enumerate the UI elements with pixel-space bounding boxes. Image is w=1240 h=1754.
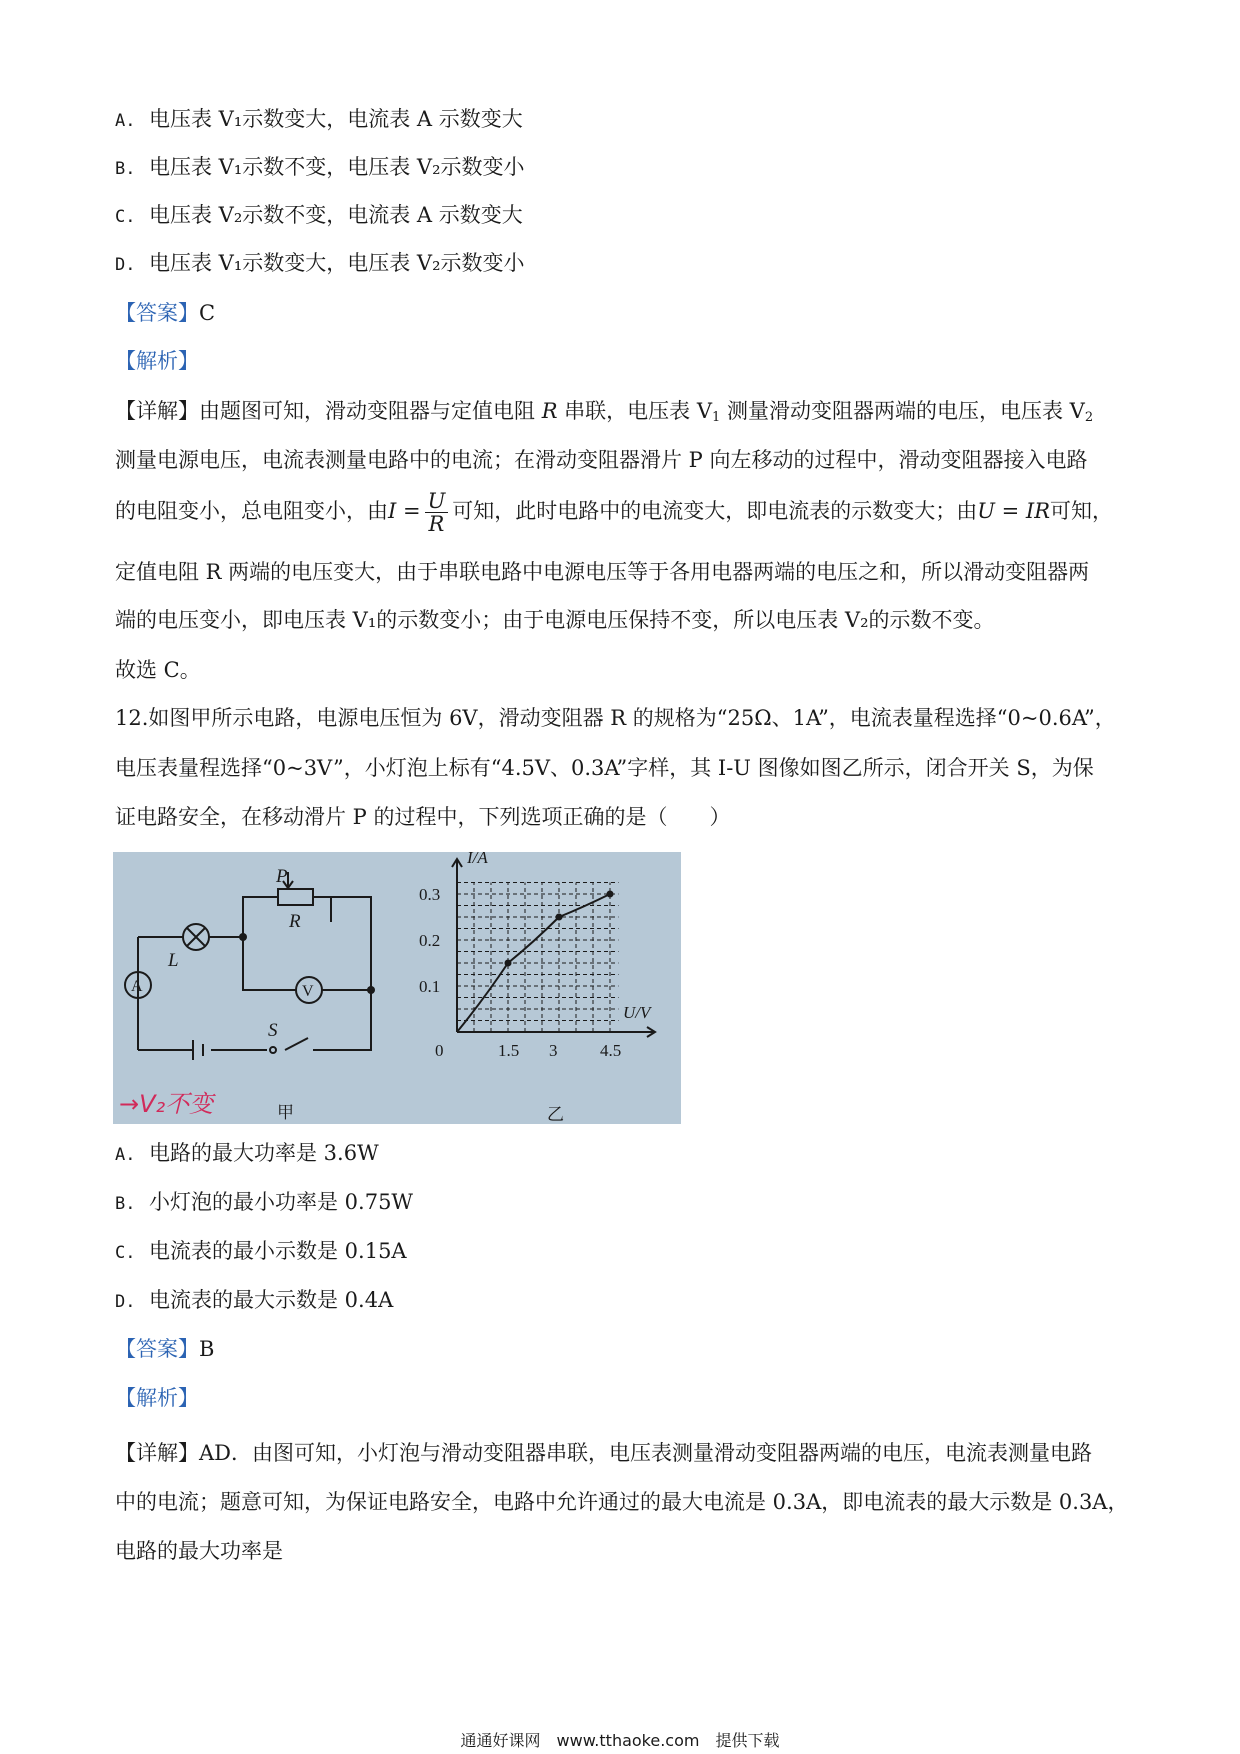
q11-conclusion: 故选 C。: [115, 658, 201, 682]
q11-detail-line3: 的电阻变小，总电阻变小，由I = $\frac{U}{R}$ 可知，此时电路中的电流变大，即电流表的示数变大；由U = IR可知，: [115, 489, 1114, 536]
x-tick-label: 4.5: [600, 1041, 622, 1060]
q12-stem-line2: 电压表量程选择“0~3V”，小灯泡上标有“4.5V、0.3A”字样，其 I-U 图像如图乙所示，闭合开关 S，为保: [115, 756, 1094, 780]
label-v: V: [302, 983, 314, 1000]
q12-figure-photo: [113, 852, 681, 1124]
junction-left: [239, 933, 247, 941]
ohms-law-fraction: $\frac{U}{R}$: [425, 490, 449, 535]
lamp-cross: [187, 928, 205, 946]
switch-pivot: [270, 1047, 276, 1053]
data-point: [607, 891, 614, 898]
q12-answer: 【答案】B: [115, 1337, 215, 1361]
page-footer: 通通好课网 www.tthaoke.com 提供下载: [460, 1731, 780, 1750]
q12-figure-svg: [113, 852, 681, 1124]
iu-graph: [419, 852, 655, 1124]
q11-option-d: D. 电压表 V₁示数变大，电压表 V₂示数变小: [115, 251, 525, 275]
caption-jia: 甲: [277, 1103, 294, 1122]
q12-option-b: B. 小灯泡的最小功率是 0.75W: [115, 1190, 414, 1214]
q11-option-c: C. 电压表 V₂示数不变，电流表 A 示数变大: [115, 203, 523, 227]
q12-option-d: D. 电流表的最大示数是 0.4A: [115, 1288, 394, 1312]
caption-yi: 乙: [547, 1105, 564, 1124]
label-r: R: [289, 911, 301, 932]
battery-symbol: [193, 1040, 203, 1060]
x-axis: [457, 1027, 655, 1037]
q11-option-a: A. 电压表 V₁示数变大，电流表 A 示数变大: [115, 107, 523, 131]
x-axis-title: U/V: [623, 1003, 651, 1022]
q12-stem-line1: 12.如图甲所示电路，电源电压恒为 6V，滑动变阻器 R 的规格为“25Ω、1A”，电流表量程选择“0~0.6A”，: [115, 706, 1116, 730]
data-point: [505, 960, 512, 967]
circuit-diagram: [125, 872, 371, 1060]
y-axis: [452, 859, 462, 1032]
junction-right: [367, 986, 375, 994]
q12-detail-line2: 中的电流；题意可知，为保证电路安全，电路中允许通过的最大电流是 0.3A，即电流表的最大示数是 0.3A，: [115, 1490, 1129, 1514]
data-point: [556, 914, 563, 921]
label-a: A: [131, 978, 143, 995]
q12-stem-line3: 证电路安全，在移动滑片 P 的过程中，下列选项正确的是（ ）: [115, 805, 731, 829]
q12-detail-line3: 电路的最大功率是: [115, 1539, 283, 1563]
q11-detail-line5: 端的电压变小，即电压表 V₁的示数变小；由于电源电压保持不变，所以电压表 V₂的示数不变。: [115, 608, 995, 632]
q12-option-c: C. 电流表的最小示数是 0.15A: [115, 1239, 407, 1263]
q11-detail-line2: 测量电源电压，电流表测量电路中的电流；在滑动变阻器滑片 P 向左移动的过程中，滑动变阻器接入电路: [115, 448, 1088, 472]
y-tick-label: 0.3: [419, 885, 441, 904]
y-axis-title: I/A: [467, 852, 488, 867]
q12-detail-line1: 【详解】AD．由图可知，小灯泡与滑动变阻器串联，电压表测量滑动变阻器两端的电压，电流表测量电路: [115, 1441, 1092, 1465]
q12-analysis-heading: 【解析】: [115, 1386, 199, 1410]
y-tick-label: 0.1: [419, 977, 441, 996]
y-tick-label: 0.2: [419, 931, 441, 950]
origin-label: 0: [435, 1041, 444, 1060]
q11-answer: 【答案】C: [115, 301, 216, 325]
handwritten-note: →V₂不变: [119, 1090, 214, 1118]
label-l: L: [168, 950, 179, 971]
x-tick-label: 3: [549, 1041, 558, 1060]
q11-analysis-heading: 【解析】: [115, 349, 199, 373]
q11-detail-line4: 定值电阻 R 两端的电压变大，由于串联电路中电源电压等于各用电器两端的电压之和，所以滑动变阻器两: [115, 560, 1090, 584]
label-p: P: [276, 866, 288, 887]
x-tick-label: 1.5: [498, 1041, 520, 1060]
circuit-wires: [138, 897, 371, 1050]
q11-option-b: B. 电压表 V₁示数不变，电压表 V₂示数变小: [115, 155, 525, 179]
q11-detail-line1: 【详解】由题图可知，滑动变阻器与定值电阻 R 串联，电压表 $V_1$ 测量滑动变阻器两端的电压，电压表 $V_2$: [115, 399, 1094, 425]
label-s: S: [268, 1020, 278, 1041]
rheostat-symbol: [278, 889, 313, 905]
q12-option-a: A. 电路的最大功率是 3.6W: [115, 1141, 379, 1165]
